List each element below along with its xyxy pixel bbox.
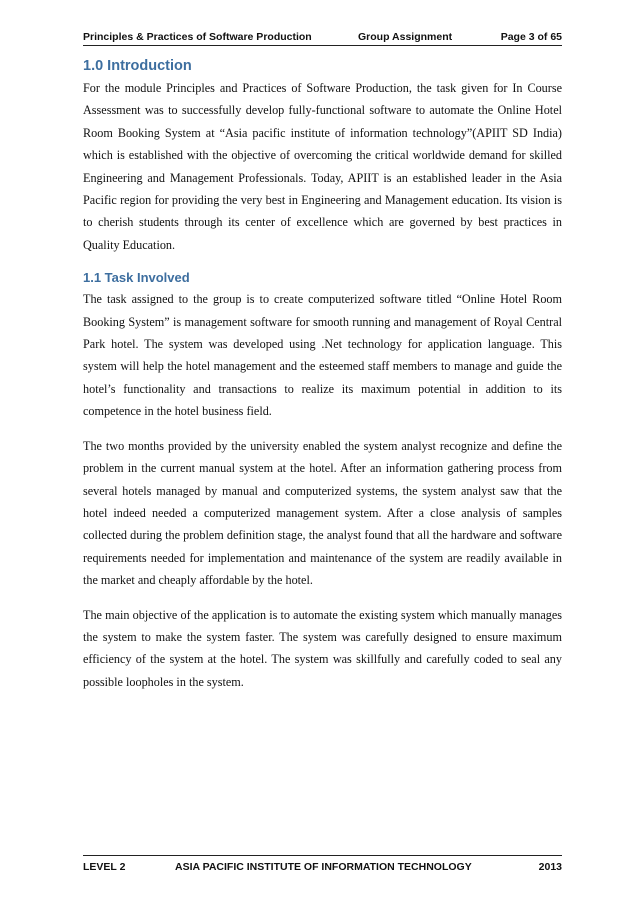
task-paragraph-1: The task assigned to the group is to create computerized software titled “Online Hotel Room Booking System” is management software for smooth running and management of Royal Central Park hotel. The system was developed using .Net technology for application language. This system will help the hotel management and the esteemed staff members to manage and guide the hotel’s functionality and transactions to realize its maximum potential in addition to its competence in the hotel business field. [83,292,562,419]
header-module-title: Principles & Practices of Software Production [83,31,312,43]
page-header [83,27,562,46]
header-assignment: Group Assignment [358,31,453,43]
task-heading: 1.1 Task Involved [83,270,190,286]
header-page-number: Page 3 of 65 [500,31,562,43]
footer-level: LEVEL 2 [83,861,126,873]
intro-paragraph: For the module Principles and Practices of Software Production, the task given for In Course Assessment was to successfully develop fully-functional software to automate the Online Hotel Room Booking System at “Asia pacific institute of information technology”(APIIT SD India) which is established with the objective of overcoming the critical worldwide demand for skilled Engineering and Management Professionals. Today, APIIT is an established leader in the Asia Pacific region for providing the very best in Engineering and Management education. Its vision is to cherish students through its center of excellence which are governed by best practices in Quality Education. [83,81,562,252]
footer-year: 2013 [538,861,562,873]
intro-heading: 1.0 Introduction [83,58,192,74]
footer-institute: ASIA PACIFIC INSTITUTE OF INFORMATION TECHNOLOGY [175,861,472,873]
task-paragraph-2: The two months provided by the university enabled the system analyst recognize and define the problem in the current manual system at the hotel. After an information gathering process from several hotels managed by manual and computerized systems, the system analyst saw that the hotel indeed needed a computerized management system. After a close analysis of samples collected during the problem definition stage, the analyst found that all the hardware and software requirements needed for implementation and maintenance of the system are readily available in the market and cheaply affordable by the hotel. [83,438,562,588]
page-footer [83,855,562,876]
document-body [83,50,562,693]
task-paragraph-3: The main objective of the application is to automate the existing system which manually manages the system to make the system faster. The system was carefully designed to ensure maximum efficiency of the system at the hotel. The system was skillfully and carefully coded to seal any possible loopholes in the system. [83,607,562,689]
